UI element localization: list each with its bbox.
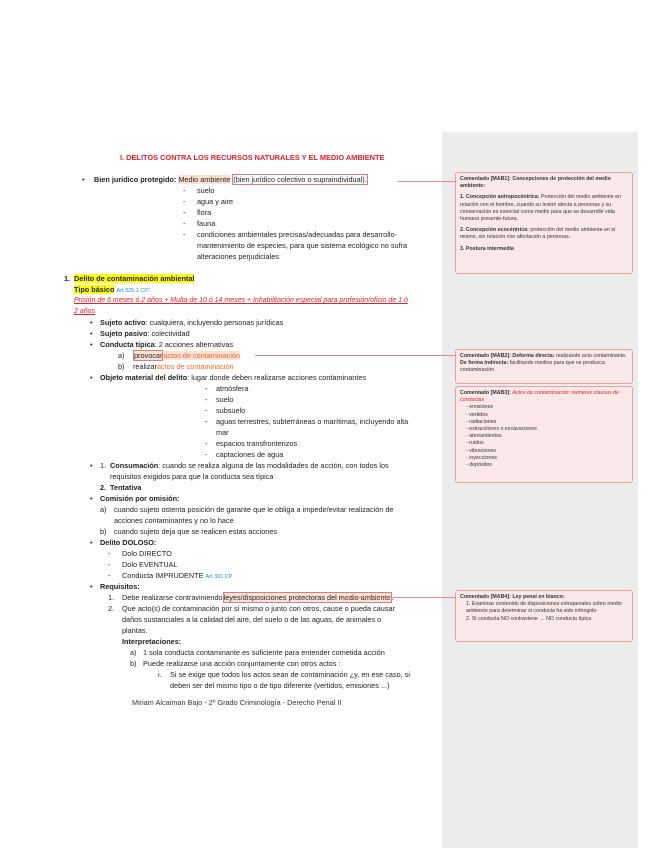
list-marker: b): [118, 362, 125, 371]
comment-p2-head: 2. Concepción ecocéntrica:: [460, 227, 529, 234]
dash: -: [183, 186, 186, 195]
sujeto-activo-label: Sujeto activo: [100, 318, 146, 327]
bien-juridico-rest: (bien jurídico colectivo o supraindividual).: [233, 175, 367, 184]
comment-p1-text: Protección del medio ambiente en relación con el hombre, cuando su lesión afecta a personas y su conservación es esencial como medio para que se desarrolle vida humana presente-futura.: [460, 194, 622, 223]
comment-mab4[interactable]: [455, 590, 633, 642]
section-title-text: Delito de contaminación ambiental: [74, 274, 195, 283]
bien-juridico-highlight: Medio ambiente: [178, 175, 231, 184]
req-1-post: .: [391, 593, 394, 602]
comment-line: 1. Examinar contenido de disposiciones extrapenales sobre medio ambiente para determinar si conducta ha sido infringido: [466, 601, 622, 615]
dolo-item-imprudente: [122, 571, 232, 582]
bullet: •: [90, 318, 93, 327]
dash: -: [205, 439, 208, 448]
comment-head: Comentado [MAB3]:: [460, 390, 511, 396]
bullet: •: [90, 461, 93, 470]
sujeto-activo-text: : cualquiera, incluyendo personas jurídicas: [145, 318, 284, 327]
conducta-b-rest: actos de contaminación: [156, 362, 234, 371]
bien-item: alteraciones perjudiciales: [197, 252, 279, 261]
document-title: I. DELITOS CONTRA LOS RECURSOS NATURALES Y EL MEDIO AMBIENTE: [120, 153, 385, 162]
tipo-basico-ref[interactable]: Art 325.1 CP: [116, 288, 148, 294]
list-marker: a): [100, 505, 107, 514]
comment-text: realizando acto contaminante.: [555, 353, 627, 359]
conducta-a: [133, 351, 240, 360]
comment-list-item: - emisiones: [466, 404, 494, 411]
conducta-text: : 2 acciones alternativas: [154, 340, 234, 349]
dash: -: [108, 549, 111, 558]
dash: -: [108, 571, 111, 580]
dash: -: [108, 560, 111, 569]
bien-item: mantenimiento de especies, para que sistema ecológico no sufra: [197, 241, 408, 250]
comment-line: [460, 360, 628, 374]
dash: -: [183, 219, 186, 228]
interp-i-1: Si se exige que todos los actos sean de contaminación ¿y, en ese caso, si: [170, 670, 410, 679]
consumacion-label: Consumación: [110, 461, 159, 470]
comment-list-item: - vibraciones: [466, 447, 497, 454]
sujeto-activo: [100, 318, 283, 327]
comment-line: 2. Si conducta NO contraviene → NO conducta típica: [466, 615, 592, 622]
list-marker: i.: [158, 670, 162, 679]
list-marker: b): [100, 527, 107, 536]
comment-mab1[interactable]: [455, 172, 633, 274]
dash: -: [205, 384, 208, 393]
comision-a-1: cuando sujeto ostenta posición de garante que le obliga a impedir/evitar realización de: [114, 505, 394, 514]
comment-text: facilitando medios para que se produzca contaminación: [460, 360, 605, 374]
consumacion-num: 1.: [100, 461, 107, 470]
dash: -: [205, 395, 208, 404]
comment-connector: [398, 181, 455, 182]
objeto-item: atmósfera: [216, 384, 249, 393]
bien-item: agua y aire: [197, 197, 234, 206]
dash: -: [205, 417, 208, 426]
comision-a-2: acciones contaminantes y no lo hace: [114, 516, 234, 525]
req-num: 2.: [108, 604, 115, 613]
bullet: •: [90, 538, 93, 547]
tentativa-num: 2.: [100, 483, 107, 492]
comment-list-item: - ruidos: [466, 440, 484, 447]
conducta-a-verb: provocar: [134, 351, 163, 360]
comment-list-item: - extracciones o excavaciones: [466, 426, 537, 433]
comment-list-item: - aterramientos: [466, 433, 502, 440]
interpretaciones-label: Interpretaciones:: [122, 637, 182, 646]
interp-a: 1 sola conducta contaminante es suficiente para entender cometida acción: [143, 648, 385, 657]
objeto-item: aguas terrestres, subterráneas o marítimas, incluyendo alta: [216, 417, 409, 426]
req-num: 1.: [108, 593, 115, 602]
objeto-item: espacios transfronterizos: [216, 439, 298, 448]
comment-list-item: - depósitos: [466, 462, 492, 469]
list-marker: a): [130, 648, 137, 657]
bien-item: suelo: [197, 186, 215, 195]
conducta-b: [133, 362, 234, 371]
comment-p3: 3. Postura intermedia: [460, 245, 514, 252]
comment-p2: [460, 227, 628, 241]
bien-juridico-label: Bien jurídico protegido:: [94, 175, 177, 184]
req-1-pre: Debe realizarse contraviniendo: [122, 593, 223, 602]
comment-line: [460, 353, 628, 360]
bien-item: condiciones ambientales precisas/adecuadas para desarrollo-: [197, 230, 397, 239]
objeto-item: suelo: [216, 395, 234, 404]
dash: -: [183, 197, 186, 206]
comment-p1-head: 1. Concepción antropocéntrica:: [460, 194, 540, 201]
comment-p1: [460, 194, 628, 223]
bien-item: fauna: [197, 219, 216, 228]
objeto-text: : lugar donde deben realizarse acciones contaminantes: [187, 373, 367, 382]
objeto-label: Objeto material del delito: [100, 373, 188, 382]
comment-emphasis: Actos de contaminación: numerus clausus de conductas: [460, 390, 619, 404]
consumacion-text: : cuando se realiza alguna de las modalidades de acción, con todos los: [158, 461, 389, 470]
comment-head: Comentado [MAB1]: Concepciones de protección del medio ambiente:: [460, 176, 611, 190]
tipo-basico-line: Tipo básico Art 325.1 CP:: [74, 285, 150, 294]
consumacion-text-2: requisitos exigidos para que la conducta sea típica: [110, 472, 274, 481]
conducta-a-rest: actos de contaminación: [163, 351, 241, 360]
objeto-item: subsuelo: [216, 406, 246, 415]
comment-mab3[interactable]: [455, 386, 633, 483]
bien-juridico-line: [94, 175, 368, 184]
section-number: 1.: [64, 274, 71, 283]
pena-line-1: Prisión de 6 meses ó 2 años + Multa de 10 ó 14 meses + Inhabilitación especial para profesión/oficio de 1 ó: [74, 297, 408, 304]
comment-list-item: - radiaciones: [466, 418, 497, 425]
pena-line-2: 2 años: [74, 308, 96, 315]
conducta-b-verb: realizar: [133, 362, 157, 371]
interp-i-2: deben ser del mismo tipo o de tipo diferente (vertidos, emisiones ...): [170, 681, 390, 690]
list-marker: b): [130, 659, 137, 668]
comment-mab2[interactable]: [455, 349, 633, 384]
sujeto-pasivo: [100, 329, 190, 338]
dolo-item: Dolo DIRECTO: [122, 549, 172, 558]
tipo-basico-label: Tipo básico: [74, 285, 115, 294]
comment-sub-head: De forma indirecta:: [460, 360, 509, 367]
dolo-item: Conducta IMPRUDENTE: [122, 571, 204, 580]
sujeto-pasivo-text: : colectividad: [147, 329, 190, 338]
comment-connector: [255, 355, 455, 356]
doloso-label: Delito DOLOSO:: [100, 538, 157, 547]
list-marker: a): [118, 351, 125, 360]
objeto-item: mar: [216, 428, 229, 437]
comision-b: cuando sujeto deja que se realicen estas acciones: [114, 527, 278, 536]
imprudente-ref[interactable]: Art 331 CP: [205, 574, 233, 580]
bullet: •: [90, 494, 93, 503]
bullet: •: [90, 340, 93, 349]
bien-item: flora: [197, 208, 212, 217]
req-2-3: plantas.: [122, 626, 148, 635]
comment-connector: [340, 597, 455, 598]
tentativa-label: Tentativa: [110, 483, 142, 492]
conducta-tipica: [100, 340, 233, 349]
section-title: [74, 274, 194, 283]
conducta-label: Conducta típica: [100, 340, 155, 349]
comment-head: Comentado [MAB2]: Deforma directa:: [460, 353, 555, 359]
dash: -: [183, 230, 186, 239]
dolo-item: Dolo EVENTUAL: [122, 560, 178, 569]
comment-list-item: - vertidos: [466, 411, 488, 418]
comision-label: Comisión por omisión:: [100, 494, 180, 503]
comment-list-item: - inyecciones: [466, 454, 497, 461]
objeto-material: [100, 373, 366, 382]
comment-head: Comentado [MAB4]: Ley penal en blanco:: [460, 594, 565, 600]
footer: Miriam Alcaiman Bajo - 2º Grado Criminología - Derecho Penal II: [132, 698, 342, 707]
interp-b: Puede realizarse una acción conjuntamente con otros actos :: [143, 659, 341, 668]
bullet: •: [90, 582, 93, 591]
bullet: •: [90, 329, 93, 338]
bullet: •: [90, 373, 93, 382]
dash: -: [205, 450, 208, 459]
sujeto-pasivo-label: Sujeto pasivo: [100, 329, 148, 338]
req-1-highlight: leyes/disposiciones protectoras del medio ambiente: [223, 593, 391, 602]
objeto-item: captaciones de agua: [216, 450, 284, 459]
req-2-2: daños sustanciales a la calidad del aire, del suelo o de las aguas, de animales o: [122, 615, 382, 624]
consumacion: [110, 461, 389, 470]
dash: -: [205, 406, 208, 415]
bullet: •: [82, 175, 85, 184]
req-2-1: Que acto(s) de contaminación por sí mismo o junto con otros, cause o pueda causar: [122, 604, 395, 613]
comment-line: [460, 390, 628, 404]
requisitos-label: Requisitos:: [100, 582, 140, 591]
dash: -: [183, 208, 186, 217]
comment-p2-text: protección del medio ambiente en sí mismo, sin relación con afectación a personas.: [460, 227, 616, 241]
